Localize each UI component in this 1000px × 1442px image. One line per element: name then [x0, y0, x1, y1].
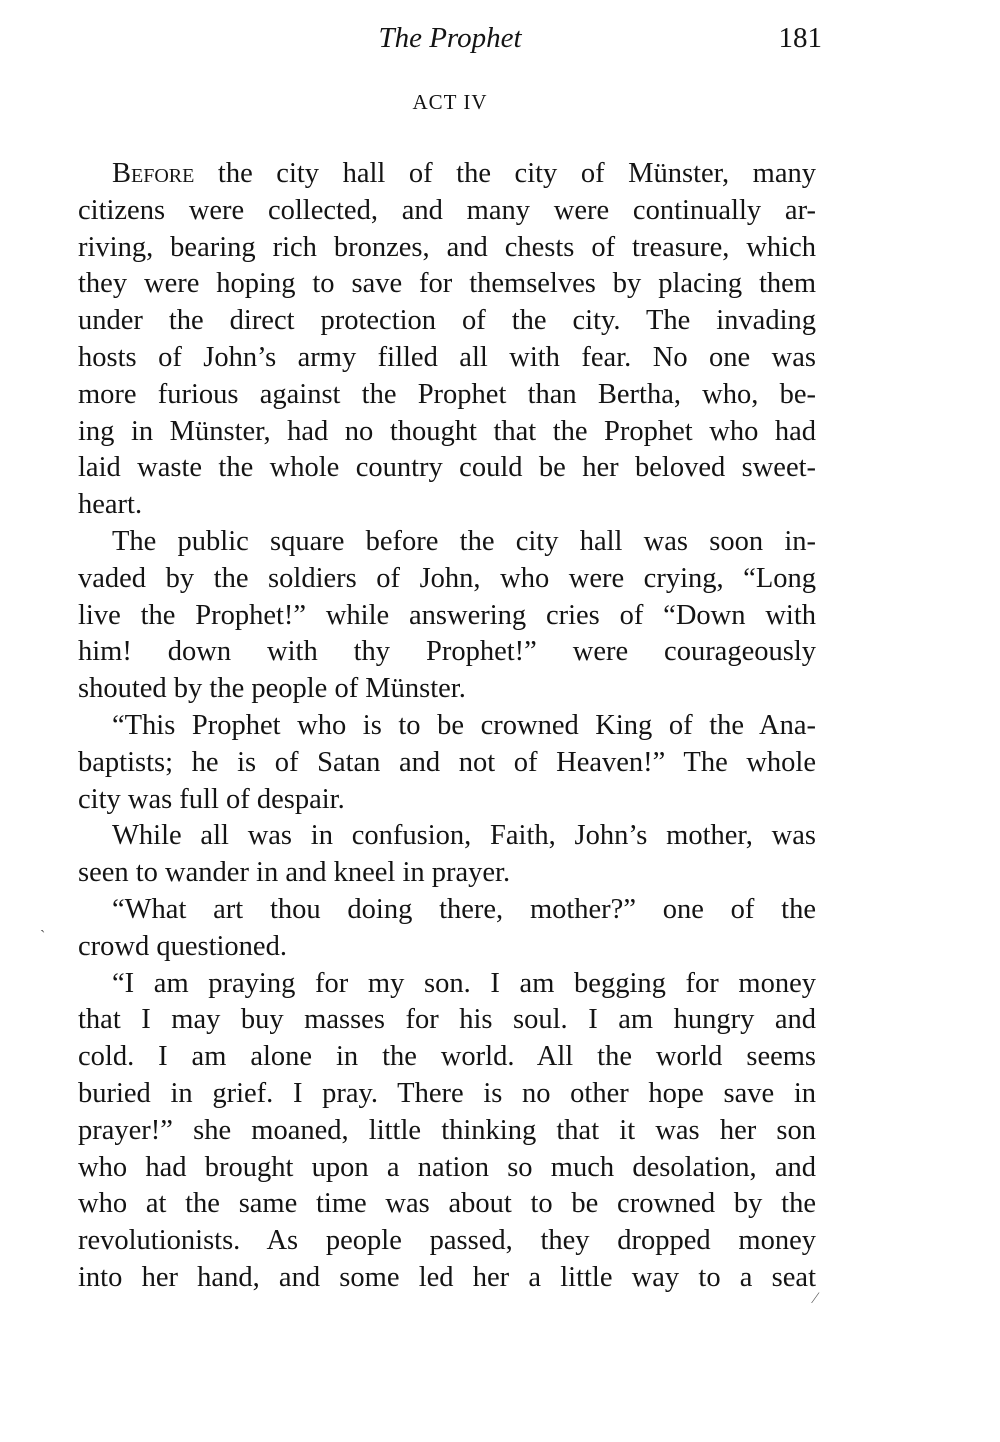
- text-line: “I am praying for my son. I am begging for money: [112, 967, 816, 999]
- text-line: live the Prophet!” while answering cries of “Down with: [78, 599, 816, 631]
- running-header-title: The Prophet: [378, 22, 522, 54]
- paragraph: [78, 892, 816, 966]
- text-line: they were hoping to save for themselves by placing them: [78, 268, 816, 300]
- text-line: ing in Münster, had no thought that the Prophet who had: [78, 415, 816, 447]
- text-line: seen to wander in and kneel in prayer.: [78, 857, 511, 889]
- text-line: heart.: [78, 489, 143, 521]
- act-heading: ACT IV: [412, 90, 488, 114]
- text-line: crowd questioned.: [78, 930, 287, 962]
- text-line: citizens were collected, and many were continually ar-: [78, 194, 816, 226]
- text-line: laid waste the whole country could be her beloved sweet-: [78, 452, 816, 484]
- text-line: into her hand, and some led her a little way to a seat: [78, 1261, 816, 1293]
- text-line: cold. I am alone in the world. All the world seems: [78, 1041, 816, 1073]
- text-line: who had brought upon a nation so much desolation, and: [78, 1151, 816, 1183]
- text-line: “What art thou doing there, mother?” one of the: [112, 893, 816, 925]
- text-line: riving, bearing rich bronzes, and chests of treasure, which: [78, 231, 816, 263]
- paragraph: [78, 966, 816, 1297]
- text-line: that I may buy masses for his soul. I am hungry and: [78, 1004, 816, 1036]
- scan-speck-mark: ˏ: [40, 916, 46, 933]
- text-line: more furious against the Prophet than Bertha, who, be-: [78, 378, 816, 410]
- text-line: buried in grief. I pray. There is no other hope save in: [78, 1077, 816, 1109]
- text-line: under the direct protection of the city. The invading: [78, 305, 816, 337]
- text-line: baptists; he is of Satan and not of Heaven!” The whole: [78, 746, 816, 778]
- body-text: [78, 156, 816, 1297]
- drop-lead-word: Before: [112, 158, 195, 189]
- page-number: 181: [778, 22, 822, 54]
- text-line: city was full of despair.: [78, 783, 345, 815]
- text-line: vaded by the soldiers of John, who were crying, “Long: [78, 562, 816, 594]
- text-line: The public square before the city hall was soon in-: [112, 525, 816, 557]
- scan-speck-mark: ⁄: [814, 1290, 817, 1307]
- text-line: Before the city hall of the city of Münster, many: [112, 158, 816, 189]
- text-line: prayer!” she moaned, little thinking that it was her son: [78, 1114, 816, 1146]
- text-line: who at the same time was about to be crowned by the: [78, 1188, 816, 1220]
- text-line: “This Prophet who is to be crowned King of the Ana-: [112, 709, 816, 741]
- text-line: revolutionists. As people passed, they dropped money: [78, 1225, 816, 1257]
- paragraph: [78, 156, 816, 524]
- text-line: shouted by the people of Münster.: [78, 673, 466, 705]
- paragraph: [78, 524, 816, 708]
- paragraph: [78, 708, 816, 818]
- text-line: him! down with thy Prophet!” were courageously: [78, 636, 816, 668]
- paragraph: [78, 818, 816, 892]
- text-line: hosts of John’s army filled all with fear. No one was: [78, 341, 816, 373]
- text-line: While all was in confusion, Faith, John’s mother, was: [112, 820, 816, 852]
